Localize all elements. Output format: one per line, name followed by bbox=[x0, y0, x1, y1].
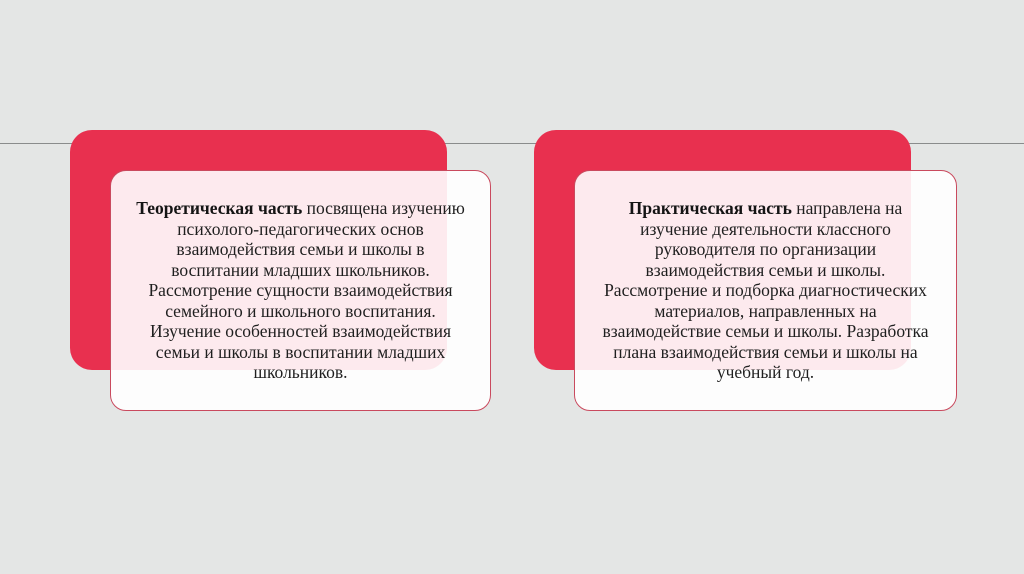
practical-part-body: направлена на изучение деятельности классного руководителя по организации взаимодействия семьи и школы. Рассмотрение и подборка диагностических материалов, направленных на взаимодействие семьи и школы. Разработка плана взаимодействия семьи и школы на учебный год. bbox=[602, 198, 929, 383]
theoretical-part-card bbox=[110, 170, 491, 411]
theoretical-part-body: посвящена изучению психолого-педагогических основ взаимодействия семьи и школы в воспитании младших школьников. Рассмотрение сущности взаимодействия семейного и школьного воспитания. Изучение особенностей взаимодействия семьи и школы в воспитании младших школьников. bbox=[148, 198, 465, 383]
practical-part-text bbox=[595, 198, 936, 383]
practical-part-heading: Практическая часть bbox=[628, 198, 792, 219]
theoretical-part-text bbox=[135, 198, 466, 383]
theoretical-part-heading: Теоретическая часть bbox=[136, 198, 303, 219]
practical-part-card bbox=[574, 170, 957, 411]
